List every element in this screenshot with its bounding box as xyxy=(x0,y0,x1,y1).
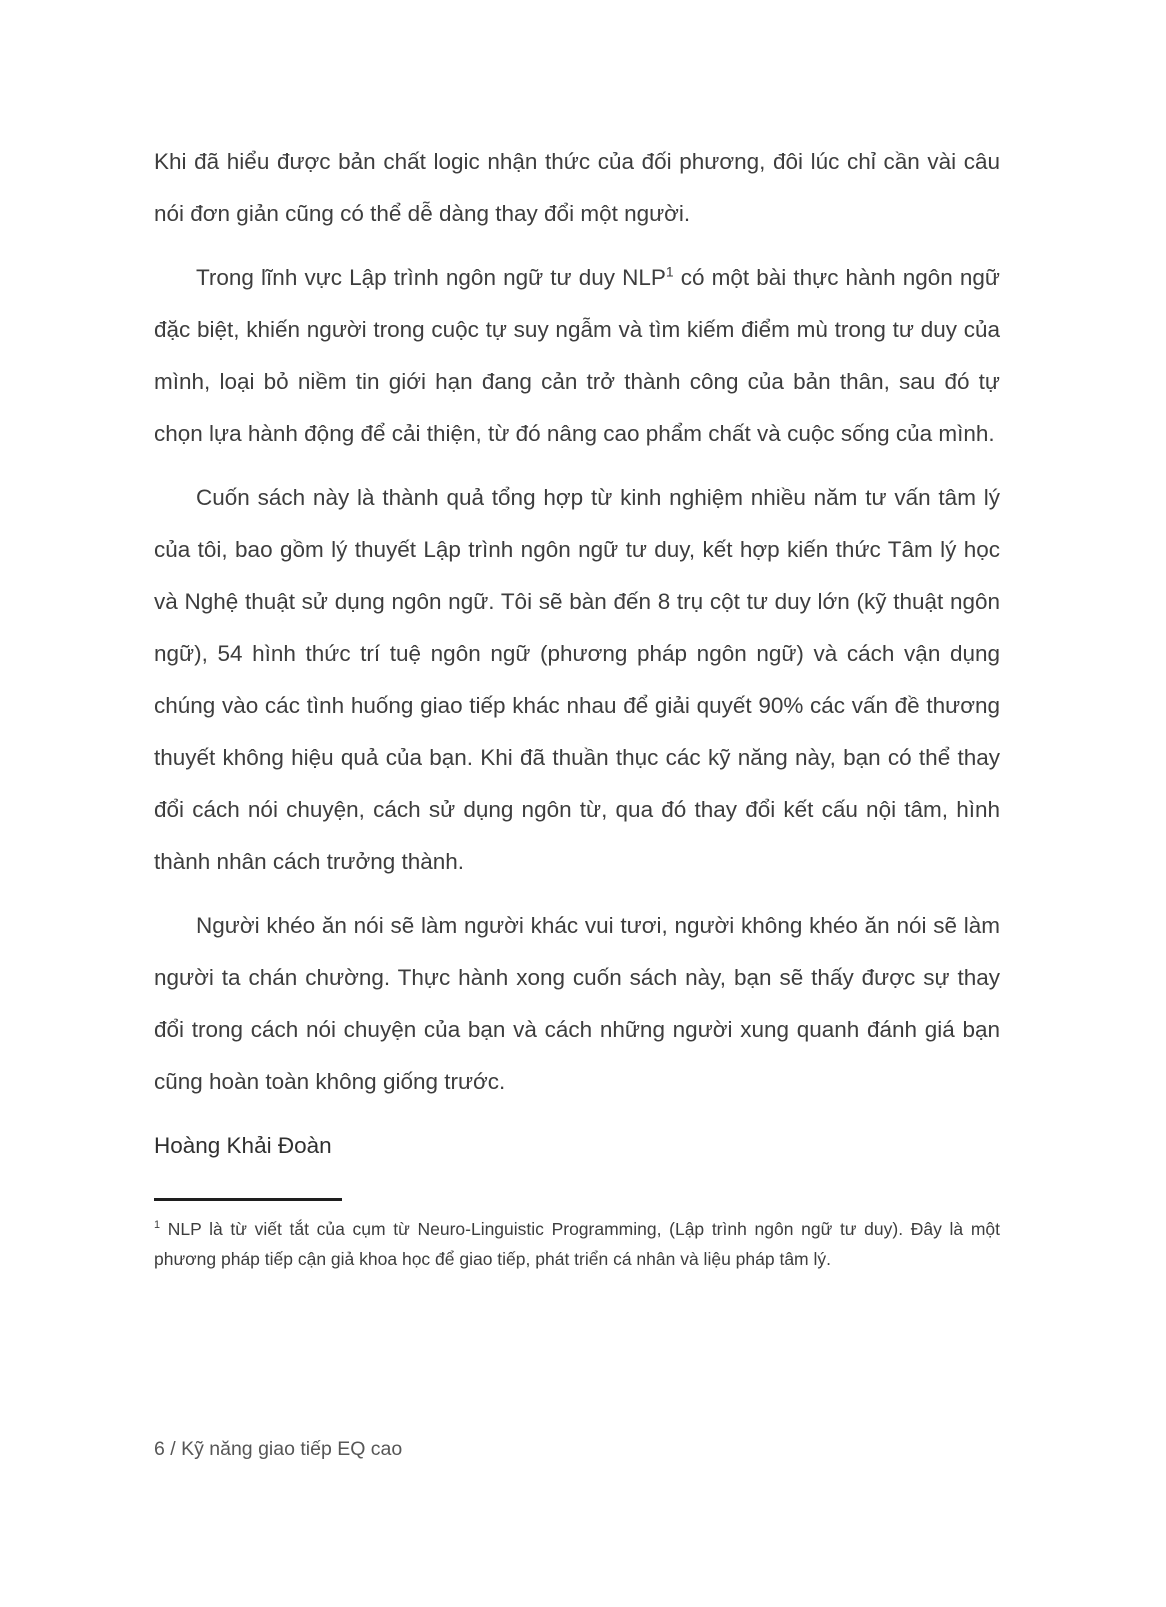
paragraph-3 xyxy=(154,472,1000,888)
page-number-and-book-title: 6 / Kỹ năng giao tiếp EQ cao xyxy=(154,1438,403,1460)
footnote-body-text: NLP là từ viết tắt của cụm từ Neuro-Linguistic Programming, (Lập trình ngôn ngữ tư duy). Đây là một phương pháp tiếp cận giả khoa học để giao tiếp, phát triển cá nhân và liệu pháp tâm lý. xyxy=(154,1219,1000,1269)
paragraph-3-text: Cuốn sách này là thành quả tổng hợp từ kinh nghiệm nhiều năm tư vấn tâm lý của tôi, bao gồm lý thuyết Lập trình ngôn ngữ tư duy, kết hợp kiến thức Tâm lý học và Nghệ thuật sử dụng ngôn ngữ. Tôi sẽ bàn đến 8 trụ cột tư duy lớn (kỹ thuật ngôn ngữ), 54 hình thức trí tuệ ngôn ngữ (phương pháp ngôn ngữ) và cách vận dụng chúng vào các tình huống giao tiếp khác nhau để giải quyết 90% các vấn đề thương thuyết không hiệu quả của bạn. Khi đã thuần thục các kỹ năng này, bạn có thể thay đổi cách nói chuyện, cách sử dụng ngôn từ, qua đó thay đổi kết cấu nội tâm, hình thành nhân cách trưởng thành. xyxy=(154,485,1000,874)
page-body xyxy=(154,136,1000,1172)
paragraph-1-text: Khi đã hiểu được bản chất logic nhận thức của đối phương, đôi lúc chỉ cần vài câu nói đơn giản cũng có thể dễ dàng thay đổi một người. xyxy=(154,149,1000,226)
footnote-marker: 1 xyxy=(154,1219,161,1232)
footnote xyxy=(154,1214,1000,1274)
footnote-divider xyxy=(154,1198,342,1201)
paragraph-1 xyxy=(154,136,1000,240)
paragraph-2-text-continued: có một bài thực hành ngôn ngữ đặc biệt, khiến người trong cuộc tự suy ngẫm và tìm kiếm điểm mù trong tư duy của mình, loại bỏ niềm tin giới hạn đang cản trở thành công của bản thân, sau đó tự chọn lựa hành động để cải thiện, từ đó nâng cao phẩm chất và cuộc sống của mình. xyxy=(154,265,1000,446)
page-footer xyxy=(154,1437,402,1461)
footnote-reference-icon: 1 xyxy=(665,263,674,280)
paragraph-4-text: Người khéo ăn nói sẽ làm người khác vui tươi, người không khéo ăn nói sẽ làm người ta chán chường. Thực hành xong cuốn sách này, bạn sẽ thấy được sự thay đổi trong cách nói chuyện của bạn và cách những người xung quanh đánh giá bạn cũng hoàn toàn không giống trước. xyxy=(154,913,1000,1094)
paragraph-2-text: Trong lĩnh vực Lập trình ngôn ngữ tư duy NLP xyxy=(196,265,666,290)
footnote-section xyxy=(154,1198,1000,1274)
paragraph-4 xyxy=(154,900,1000,1108)
paragraph-2 xyxy=(154,252,1000,460)
author-signature: Hoàng Khải Đoàn xyxy=(154,1133,332,1158)
